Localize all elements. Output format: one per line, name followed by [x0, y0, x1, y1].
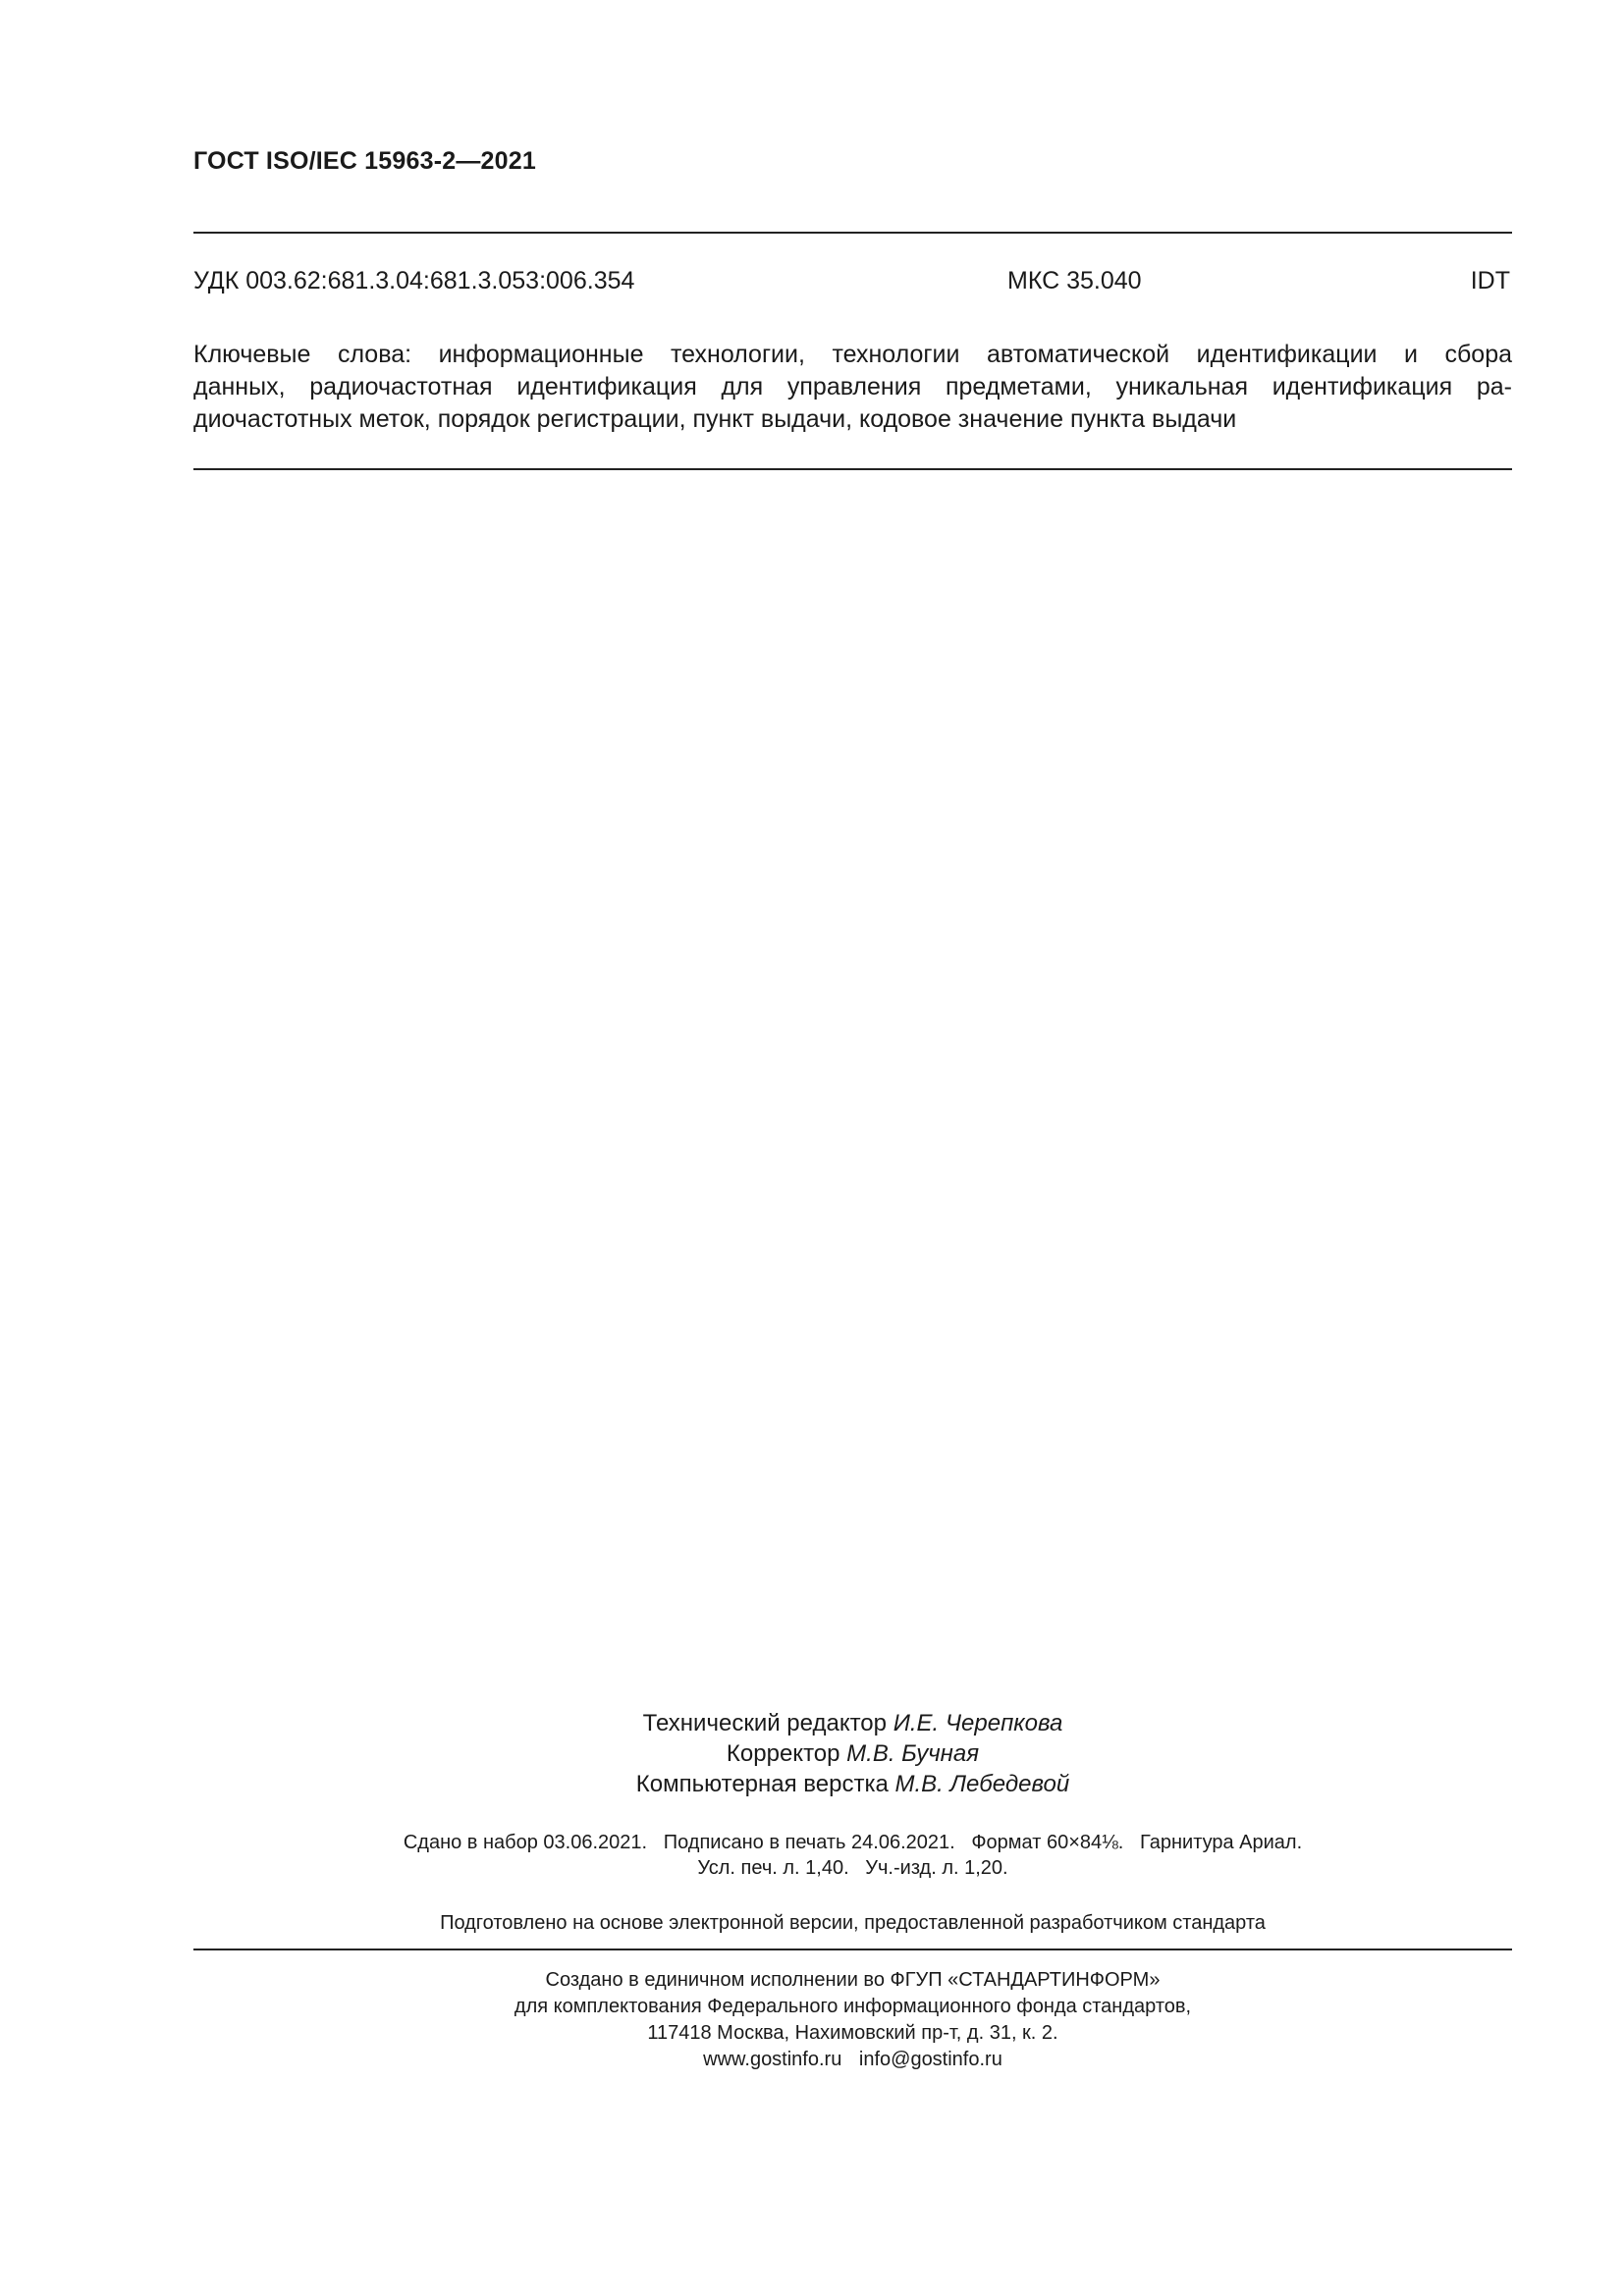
tech-editor-label: Технический редактор [642, 1710, 888, 1736]
prepared-note: Подготовлено на основе электронной версии, предоставленной разработчиком стандарта [440, 1912, 1266, 1934]
layout-label: Компьютерная верстка [635, 1771, 889, 1797]
print-info-block [193, 1830, 1512, 1881]
equivalence-degree: IDT [1470, 267, 1510, 294]
proofreader-label: Корректор [726, 1740, 840, 1767]
tech-editor-credit [193, 1708, 1512, 1738]
keywords-line: диочастотных меток, порядок регистрации, пункт выдачи, кодовое значение пункта выдачи [193, 405, 1237, 433]
udk-code: УДК 003.62:681.3.04:681.3.053:006.354 [193, 267, 635, 294]
layout-name: М.В. Лебедевой [894, 1771, 1070, 1797]
classification-row [193, 267, 1510, 300]
publisher-block [193, 1967, 1512, 2073]
print-info-line: Сдано в набор 03.06.2021. Подписано в печать 24.06.2021. Формат 60×84⅛. Гарнитура Ариал. [403, 1832, 1303, 1853]
top-divider [193, 232, 1512, 234]
proofreader-name: М.В. Бучная [846, 1740, 980, 1767]
credits-block [193, 1708, 1512, 1799]
layout-credit [193, 1769, 1512, 1799]
keywords-paragraph [193, 339, 1512, 436]
website-link[interactable]: www.gostinfo.ru [703, 2049, 842, 2070]
email-link[interactable]: info@gostinfo.ru [858, 2049, 1002, 2070]
publisher-line: для комплектования Федерального информационного фонда стандартов, [514, 1996, 1192, 2017]
publisher-divider [193, 1949, 1512, 1950]
proofreader-credit [193, 1738, 1512, 1769]
publisher-line: Создано в единичном исполнении во ФГУП «СТАНДАРТИНФОРМ» [545, 1969, 1161, 1991]
keywords-line: данных, радиочастотная идентификация для управления предметами, уникальная идентификация ра- [193, 373, 1512, 400]
tech-editor-name: И.Е. Черепкова [893, 1710, 1063, 1736]
publisher-address: 117418 Москва, Нахимовский пр-т, д. 31, к. 2. [647, 2022, 1058, 2044]
keywords-line: Ключевые слова: информационные технологии, технологии автоматической идентификации и сбора [193, 341, 1512, 368]
print-info-line: Усл. печ. л. 1,40. Уч.-изд. л. 1,20. [697, 1857, 1008, 1879]
publisher-contacts [193, 2047, 1512, 2073]
mks-code: МКС 35.040 [1007, 267, 1142, 294]
keywords-divider [193, 468, 1512, 470]
standard-code-header: ГОСТ ISO/IEC 15963-2—2021 [193, 147, 536, 175]
